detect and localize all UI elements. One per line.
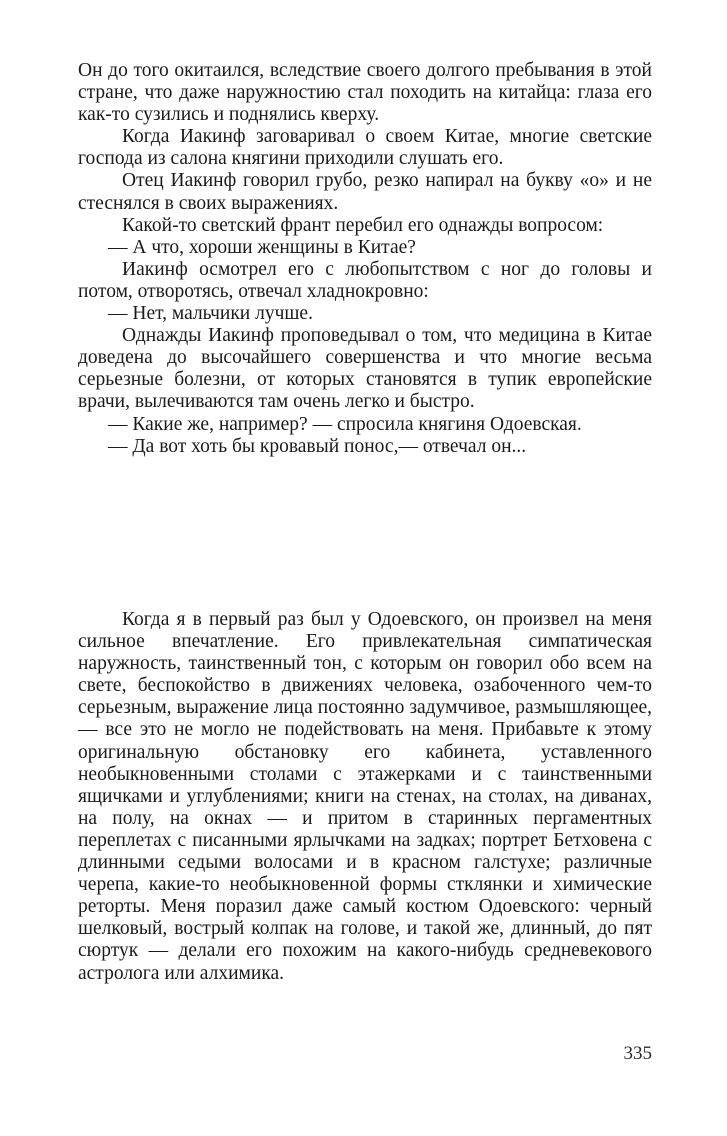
paragraph: Отец Иакинф говорил грубо, резко напирал на букву «о» и не стеснялся в своих выражениях. [78, 170, 652, 214]
paragraph: Он до того окитаился, вследствие своего долгого пребывания в этой стране, что даже наружностию стал походить на китайца: глаза его как-то сузились и поднялись кверху. [78, 60, 652, 126]
paragraph: Какой-то светский франт перебил его однажды вопросом: [122, 214, 604, 236]
paragraph: Однажды Иакинф проповедывал о том, что медицина в Китае доведена до высочайшего совершенства и что многие весьма серьезные болезни, от которых становятся в тупик европейские врачи, вылечиваются там очень легко и быстро. [78, 325, 652, 413]
dialogue-line: — Нет, мальчики лучше. [108, 303, 313, 325]
text-section-odoevsky [78, 609, 652, 985]
paragraph: Когда Иакинф заговаривал о своем Китае, многие светские господа из салона княгини приходили слушать его. [78, 126, 652, 170]
text-section-anecdotes [78, 60, 652, 458]
page-number: 335 [623, 1043, 652, 1064]
paragraph: Иакинф осмотрел его с любопытством с ног до головы и потом, отворотясь, отвечал хладнокровно: [78, 258, 652, 302]
paragraph: Когда я в первый раз был у Одоевского, он произвел на меня сильное впечатление. Его привлекательная симпатическая наружность, таинственный тон, с которым он говорил обо всем на свете, беспокойство в движениях человека, озабоченного чем-то серьезным, выражение лица постоянно задумчивое, размышляющее,— все это не могло не подействовать на меня. Прибавьте к этому оригинальную обстановку его кабинета, уставленного необыкновенными столами с этажерками и с таинственными ящичками и углублениями; книги на стенах, на столах, на диванах, на полу, на окнах — и притом в старинных пергаментных переплетах с писанными ярлычками на задках; портрет Бетховена с длинными седыми волосами и в красном галстухе; различные черепа, какие-то необыкновенной формы стклянки и химические реторты. Меня поразил даже самый костюм Одоевского: черный шелковый, вострый колпак на голове, и такой же, длинный, до пят сюртук — делали его похожим на какого-нибудь средневекового астролога или алхимика. [78, 609, 652, 984]
dialogue-line: — А что, хороши женщины в Китае? [108, 236, 416, 258]
dialogue-line: — Какие же, например? — спросила княгиня Одоевская. [108, 413, 582, 435]
dialogue-line: — Да вот хоть бы кровавый понос,— отвечал он... [108, 435, 527, 457]
